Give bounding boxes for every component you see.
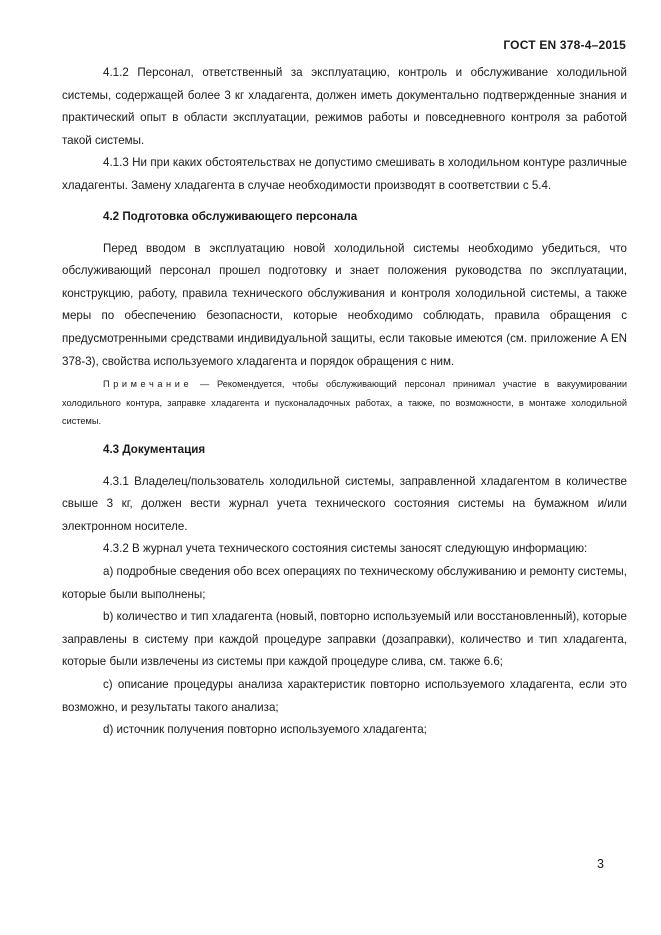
list-item-c: c) описание процедуры анализа характеристик повторно используемого хладагента, если это возможно, и результаты такого анализа; [62, 677, 627, 714]
paragraph-4-2: Перед вводом в эксплуатацию новой холодильной системы необходимо убедиться, что обслуживающий персонал прошел подготовку и знает положения руководства по эксплуатации, конструкцию, работу, правила технического обслуживания и контроля холодильной системы, а также меры по обеспечению безопасности, которые необходимо соблюдать, правила обращения с предусмотренными средствами индивидуальной защиты, если таковые имеются (см. приложение A EN 378-3), свойства используемого хладагента и порядок обращения с ним. [62, 241, 627, 368]
note-label: Примечание [103, 379, 193, 390]
section-heading-4-3: 4.3 Документация [103, 442, 206, 456]
list-item-d: d) источник получения повторно используемого хладагента; [103, 723, 427, 737]
paragraph-4-3-2: 4.3.2 В журнал учета технического состояния системы заносят следующую информацию: [103, 542, 588, 556]
section-heading-4-2: 4.2 Подготовка обслуживающего персонала [103, 209, 358, 223]
list-item-b: b) количество и тип хладагента (новый, повторно используемый или восстановленный), которые заправлены в систему при каждой процедуре заправки (дозаправки), количество и тип хладагента, которые были извлечены из системы при каждой процедуре слива, см. также 6.6; [62, 610, 627, 669]
paragraph-4-3-1: 4.3.1 Владелец/пользователь холодильной системы, заправленной хладагентом в количестве свыше 3 кг, должен вести журнал учета технического состояния системы на бумажном и/или электронном носителе. [62, 474, 627, 533]
paragraph-4-1-3: 4.1.3 Ни при каких обстоятельствах не допустимо смешивать в холодильном контуре различные хладагенты. Замену хладагента в случае необходимости производят в соответствии с 5.4. [62, 156, 627, 192]
paragraph-4-1-2: 4.1.2 Персонал, ответственный за эксплуатацию, контроль и обслуживание холодильной системы, содержащей более 3 кг хладагента, должен иметь документально подтвержденные знания и практический опыт в области эксплуатации, режимов работы и повседневного контроля за работой такой системы. [62, 66, 627, 147]
list-item-a: a) подробные сведения обо всех операциях по техническому обслуживанию и ремонту системы, которые были выполнены; [62, 565, 627, 601]
document-header: ГОСТ EN 378-4–2015 [503, 38, 626, 52]
page-body [62, 62, 627, 742]
page-number: 3 [597, 857, 604, 871]
note-text: — Рекомендуется, чтобы обслуживающий персонал принимал участие в вакуумировании холодильного контура, заправке хладагента и пусконаладочных работах, а также, по возможности, в монтаже холодильной системы. [62, 379, 627, 427]
note [62, 375, 627, 431]
